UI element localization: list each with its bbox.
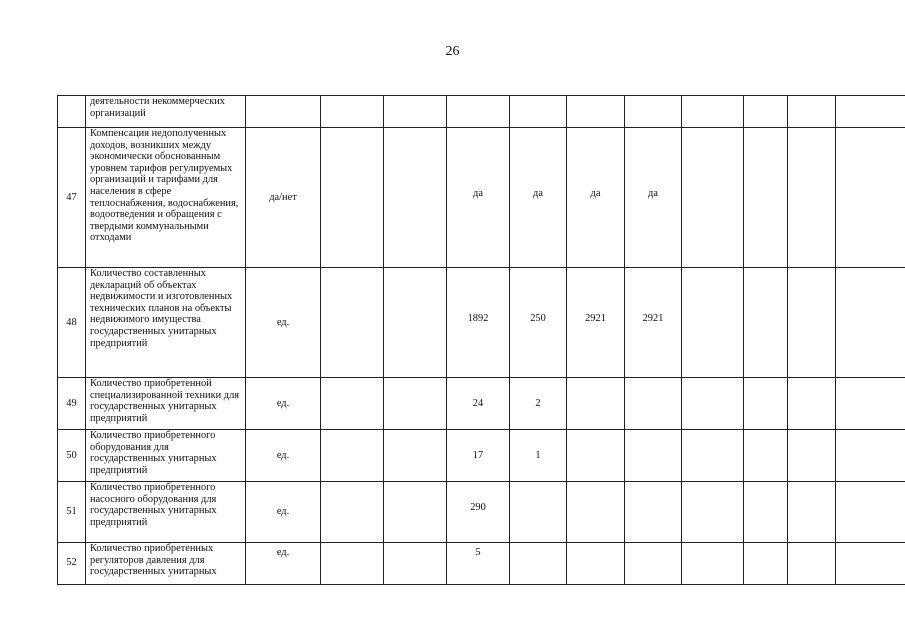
value-text: 250 xyxy=(530,312,546,324)
row-number: 47 xyxy=(58,128,86,268)
value-cell: 24 xyxy=(447,378,510,430)
value-cell xyxy=(744,482,788,543)
value-cell xyxy=(510,543,567,585)
row-name: Количество приобретенного насосного оборудования для государственных унитарных предприятий xyxy=(86,482,246,543)
row-number: 49 xyxy=(58,378,86,430)
table-row xyxy=(58,96,905,128)
value-cell xyxy=(682,96,744,128)
value-cell xyxy=(625,268,682,378)
value-cell xyxy=(567,543,625,585)
value-text: 290 xyxy=(470,502,486,514)
value-cell: 1 xyxy=(510,430,567,482)
value-cell xyxy=(788,96,836,128)
table-row xyxy=(58,128,905,268)
table-row xyxy=(58,268,905,378)
row-number: 48 xyxy=(58,268,86,378)
value-cell xyxy=(744,378,788,430)
value-cell xyxy=(510,268,567,378)
row-unit: да/нет xyxy=(246,128,321,268)
value-cell xyxy=(682,268,744,378)
row-unit: ед. xyxy=(246,268,321,378)
value-cell xyxy=(384,482,447,543)
value-cell xyxy=(744,96,788,128)
value-cell xyxy=(567,430,625,482)
value-cell xyxy=(321,268,384,378)
value-cell xyxy=(682,482,744,543)
value-cell xyxy=(625,128,682,268)
value-cell xyxy=(567,128,625,268)
value-cell xyxy=(625,378,682,430)
value-cell xyxy=(447,128,510,268)
table-row xyxy=(58,482,905,543)
value-cell: 2 xyxy=(510,378,567,430)
table-row xyxy=(58,430,905,482)
value-cell xyxy=(625,482,682,543)
value-text: 2921 xyxy=(585,312,606,324)
value-cell xyxy=(321,543,384,585)
row-unit xyxy=(246,96,321,128)
value-cell xyxy=(682,430,744,482)
indicators-table xyxy=(57,95,905,585)
value-cell xyxy=(788,543,836,585)
value-cell xyxy=(384,543,447,585)
row-name: Количество составленных деклараций об объектах недвижимости и изготовленных технических планов на объекты недвижимого имущества государственных унитарных предприятий xyxy=(86,268,246,378)
value-cell xyxy=(384,268,447,378)
value-cell xyxy=(321,430,384,482)
row-number: 50 xyxy=(58,430,86,482)
value-cell: 17 xyxy=(447,430,510,482)
value-cell xyxy=(510,96,567,128)
value-cell xyxy=(788,430,836,482)
value-cell xyxy=(447,96,510,128)
value-text: да xyxy=(533,187,543,199)
value-cell xyxy=(567,268,625,378)
value-cell xyxy=(836,378,905,430)
value-cell xyxy=(447,268,510,378)
value-cell xyxy=(836,96,905,128)
value-cell xyxy=(384,378,447,430)
value-cell xyxy=(682,378,744,430)
value-cell xyxy=(510,128,567,268)
value-cell xyxy=(447,482,510,543)
value-cell xyxy=(744,430,788,482)
row-number: 52 xyxy=(58,543,86,585)
value-cell: 5 xyxy=(447,543,510,585)
value-cell xyxy=(567,378,625,430)
value-text: 2921 xyxy=(642,312,664,324)
value-cell xyxy=(567,96,625,128)
value-cell xyxy=(788,128,836,268)
value-cell xyxy=(836,268,905,378)
row-name: Количество приобретенных регуляторов давления для государственных унитарных xyxy=(86,543,246,585)
value-cell xyxy=(788,482,836,543)
page-number: 26 xyxy=(445,44,460,59)
value-cell xyxy=(682,543,744,585)
value-cell xyxy=(321,482,384,543)
value-cell xyxy=(567,482,625,543)
row-number xyxy=(58,96,86,128)
row-unit: ед. xyxy=(246,378,321,430)
value-cell xyxy=(321,96,384,128)
value-text: да xyxy=(473,187,483,199)
row-name: Компенсация недополученных доходов, возникших между экономически обоснованным уровнем тарифов регулируемых организаций и тарифами для населения в сфере теплоснабжения, водоснабжения, водоотведения и обращения с твердыми коммунальными отходами xyxy=(86,128,246,268)
row-unit: ед. xyxy=(246,430,321,482)
value-text: да xyxy=(648,187,658,199)
value-cell xyxy=(384,128,447,268)
value-cell xyxy=(788,268,836,378)
table-row xyxy=(58,378,905,430)
value-cell xyxy=(682,128,744,268)
row-unit: ед. xyxy=(246,482,321,543)
value-cell xyxy=(836,543,905,585)
value-cell xyxy=(384,96,447,128)
row-unit: ед. xyxy=(246,543,321,585)
row-number: 51 xyxy=(58,482,86,543)
value-cell xyxy=(744,268,788,378)
value-cell xyxy=(625,543,682,585)
value-cell xyxy=(836,482,905,543)
value-cell xyxy=(744,128,788,268)
value-cell xyxy=(510,482,567,543)
value-cell xyxy=(836,128,905,268)
value-cell xyxy=(625,430,682,482)
value-cell xyxy=(384,430,447,482)
row-name: Количество приобретенного оборудования для государственных унитарных предприятий xyxy=(86,430,246,482)
value-cell xyxy=(788,378,836,430)
value-text: да xyxy=(590,187,601,199)
value-text: 1892 xyxy=(467,312,489,324)
row-name: деятельности некоммерческих организаций xyxy=(86,96,246,128)
value-cell xyxy=(321,378,384,430)
value-cell xyxy=(744,543,788,585)
value-cell xyxy=(321,128,384,268)
value-cell xyxy=(836,430,905,482)
value-cell xyxy=(625,96,682,128)
row-name: Количество приобретенной специализированной техники для государственных унитарных предприятий xyxy=(86,378,246,430)
table-row xyxy=(58,543,905,585)
